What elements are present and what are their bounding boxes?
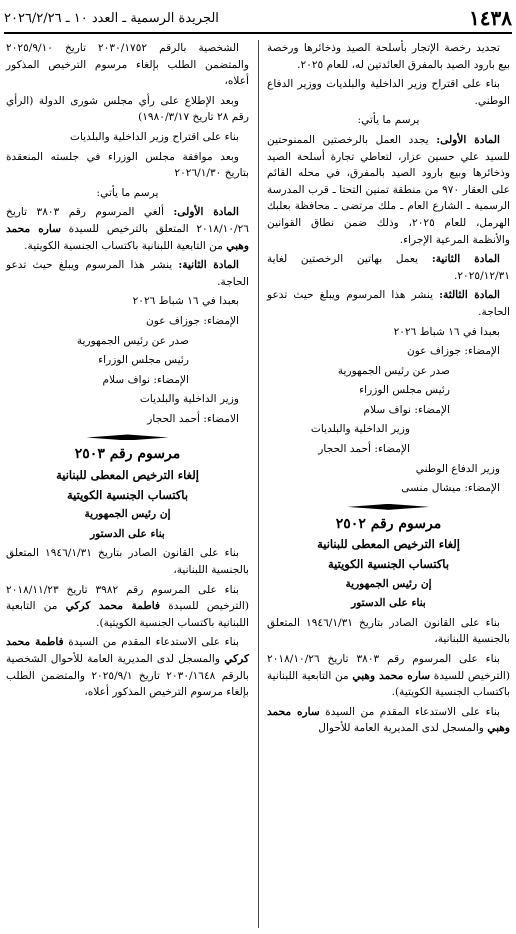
constitution-line: بناء على الدستور bbox=[351, 597, 426, 610]
minister-title: وزير الدفاع الوطني bbox=[415, 462, 500, 475]
decree-phrase: يرسم ما يأتي: bbox=[96, 186, 159, 199]
text: بناء على الاستدعاء المقدم من السيدة bbox=[63, 636, 239, 649]
text: بناء على المرسوم رقم ٣٩٨٢ تاريخ ٢٠١٨/١١/٢٣ (الترخيص للسيدة bbox=[6, 583, 249, 613]
minister-signature: الامضاء: أحمد الحجار bbox=[147, 412, 239, 425]
paragraph: بناء على القانون الصادر بتاريخ ١٩٤٦/١/٣١ المتعلق بالجنسية اللبنانية، bbox=[6, 547, 249, 577]
article-text: ينشر هذا المرسوم ويبلغ حيث تدعو الحاجة. bbox=[267, 289, 510, 318]
text: من التابعية اللبنانية باكتساب الجنسية الكويتية). bbox=[6, 600, 249, 629]
page-number: ١٤٣٨ bbox=[469, 6, 512, 30]
paragraph bbox=[267, 704, 510, 737]
signature: الإمضاء: جوزاف عون bbox=[146, 314, 239, 327]
article-text: يعمل بهاتين الرخصتين لغاية ٢٠٢٥/١٢/٣١. bbox=[267, 253, 510, 282]
text: بناء على المرسوم رقم ٣٨٠٣ تاريخ ٢٠١٨/١٠/٢٦ (الترخيص للسيدة bbox=[267, 653, 510, 682]
person-name: فاطمة محمد كركي bbox=[65, 600, 161, 613]
paragraph: بناء على اقتراح وزير الداخلية والبلديات ووزير الدفاع الوطني. bbox=[267, 78, 510, 107]
issue-info: الجريدة الرسمية ـ العدد ١٠ ـ ٢٠٢٦/٢/٢٦ bbox=[4, 10, 219, 26]
text: بناء على الاستدعاء المقدم من السيدة bbox=[319, 705, 500, 718]
pm-signature: الإمضاء: نواف سلام bbox=[363, 403, 450, 416]
text: والمسجل لدى المديرية العامة للأحوال الشخصية بالرقم ٢٠٣٠/١٦٤٨ تاريخ ٢٠٢٥/٩/١ والمتضمن الطلب بإلغاء مرسوم الترخيص المذكور أعلاه، bbox=[6, 653, 249, 699]
paragraph bbox=[6, 634, 249, 700]
person-name: ساره محمد وهبي bbox=[6, 222, 249, 252]
section-separator bbox=[87, 434, 169, 440]
decree-subtitle: باكتساب الجنسية الكويتية bbox=[327, 557, 450, 572]
section-separator bbox=[348, 504, 430, 510]
president-line: إن رئيس الجمهورية bbox=[84, 508, 171, 521]
article-2 bbox=[6, 257, 249, 290]
paragraph bbox=[6, 582, 249, 632]
text: ألغي المرسوم رقم ٣٨٠٣ تاريخ ٢٠١٨/١٠/٢٦ المتعلق بالترخيص للسيدة bbox=[6, 206, 249, 235]
article-text: ينشر هذا المرسوم ويبلغ حيث تدعو الحاجة. bbox=[6, 259, 249, 288]
paragraph: وبعد الإطلاع على رأي مجلس شورى الدولة (الرأي رقم ٢٨ تاريخ ١٩٨٠/٣/١٧) bbox=[6, 94, 249, 124]
text: من التابعية اللبنانية باكتساب الجنسية الكويتية). bbox=[267, 669, 510, 699]
person-name: ساره محمد وهبي bbox=[352, 669, 431, 682]
column-divider bbox=[258, 40, 259, 928]
pm-title: رئيس مجلس الوزراء bbox=[98, 354, 189, 367]
issued-by: صدر عن رئيس الجمهورية bbox=[337, 364, 450, 377]
decree-title: مرسوم رقم ٢٥٠٣ bbox=[74, 446, 181, 463]
pm-title: رئيس مجلس الوزراء bbox=[359, 384, 450, 397]
paragraph: وبعد موافقة مجلس الوزراء في جلسته المنعقدة بتاريخ ٢٠٢٦/١/٣٠ bbox=[6, 150, 249, 180]
article-label: المادة الأولى: bbox=[436, 133, 500, 146]
article-2 bbox=[267, 251, 510, 284]
text: من التابعية اللبنانية باكتساب الجنسية الكويتية. bbox=[24, 239, 227, 252]
page-header bbox=[4, 4, 512, 34]
decree-subtitle: إلغاء الترخيص المعطى للبنانية bbox=[317, 537, 460, 552]
pm-signature: الإمضاء: نواف سلام bbox=[102, 373, 189, 386]
decree-subtitle: إلغاء الترخيص المعطى للبنانية bbox=[56, 468, 199, 483]
article-label: المادة الثانية: bbox=[178, 259, 239, 272]
paragraph: بناء على اقتراح وزير الداخلية والبلديات bbox=[69, 130, 239, 143]
minister-title: وزير الداخلية والبلديات bbox=[310, 423, 410, 436]
person-name: ساره محمد وهبي bbox=[267, 705, 510, 735]
minister-title: وزير الداخلية والبلديات bbox=[139, 393, 239, 406]
paragraph: بناء على القانون الصادر بتاريخ ١٩٤٦/١/٣١ المتعلق بالجنسية اللبنانية، bbox=[267, 616, 510, 646]
minister-signature: الإمضاء: ميشال منسى bbox=[401, 482, 500, 495]
article-text: يجدد العمل بالرخصتين الممنوحتين للسيد علي حسين عزار، لتعاطي تجارة أسلحة الصيد وذخائرها وبيع بارود الصيد بالمفرق، في محله القائم على العقار ٩٧٠ من منطقة تمنين التحتا ـ قرب المدرسة الرسمية ـ الشارع العام ـ ملك مرتضى ـ محافظة بعلبك الهرمل، للعام ٢٠٢٥، وذلك ضمن نطاق القوانين والأنظمة المرعية الإجراء. bbox=[267, 133, 510, 246]
person-name: فاطمة محمد كركي bbox=[6, 636, 249, 665]
decree-subtitle: باكتساب الجنسية الكويتية bbox=[66, 487, 189, 502]
president-line: إن رئيس الجمهورية bbox=[345, 577, 432, 590]
article-1 bbox=[6, 204, 249, 254]
text: والمسجل لدى المديرية العامة للأحوال bbox=[318, 722, 488, 735]
left-column bbox=[6, 40, 249, 704]
article-3 bbox=[267, 287, 510, 320]
issued-by: صدر عن رئيس الجمهورية bbox=[76, 334, 189, 347]
article-1 bbox=[267, 132, 510, 248]
article-label: المادة الثانية: bbox=[431, 253, 500, 266]
article-label: المادة الأولى: bbox=[173, 206, 239, 219]
date-line: بعبدا في ١٦ شباط ٢٠٢٦ bbox=[132, 295, 239, 308]
right-column bbox=[267, 40, 510, 740]
paragraph: الشخصية بالرقم ٢٠٣٠/١٧٥٢ تاريخ ٢٠٢٥/٩/١٠ والمتضمن الطلب بإلغاء مرسوم الترخيص المذكور أعلاه، bbox=[6, 42, 249, 88]
paragraph bbox=[267, 651, 510, 701]
date-line: بعبدا في ١٦ شباط ٢٠٢٦ bbox=[393, 325, 500, 338]
minister-signature: الإمضاء: أحمد الحجار bbox=[318, 443, 410, 456]
article-label: المادة الثالثة: bbox=[439, 289, 500, 302]
constitution-line: بناء على الدستور bbox=[90, 527, 165, 540]
paragraph: تجديد رخصة الإتجار بأسلحة الصيد وذخائرها ورخصة بيع بارود الصيد بالمفرق العائدتين له، للعام ٢٠٢٥. bbox=[267, 42, 510, 71]
signature: الإمضاء: جوزاف عون bbox=[407, 345, 500, 358]
decree-phrase: يرسم ما يأتي: bbox=[357, 114, 420, 127]
decree-title: مرسوم رقم ٢٥٠٢ bbox=[335, 515, 442, 532]
